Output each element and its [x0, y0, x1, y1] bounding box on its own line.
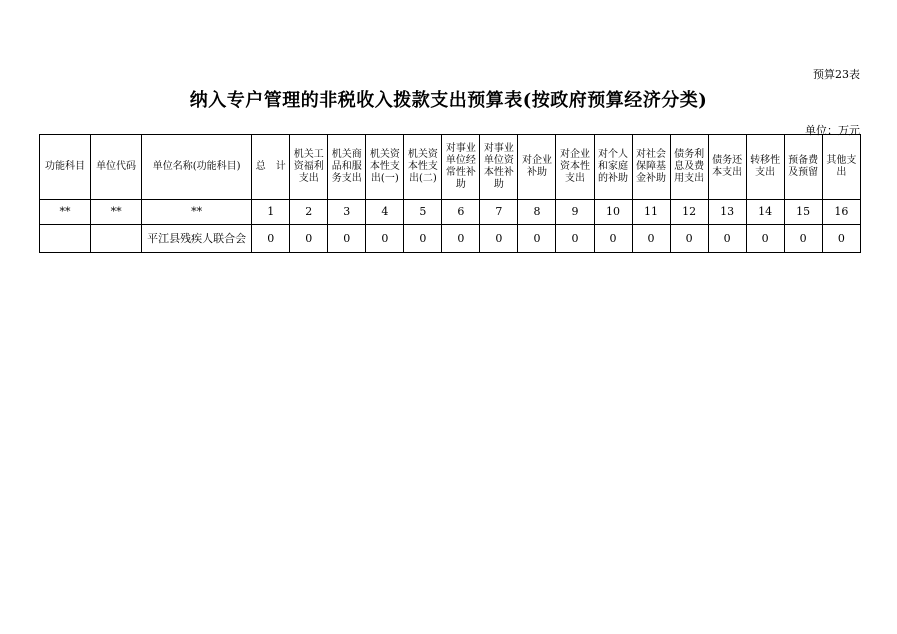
table-cell: 0 [480, 225, 518, 253]
table-cell [91, 225, 142, 253]
column-index-cell: 10 [594, 200, 632, 225]
table-cell: 0 [556, 225, 594, 253]
budget-table [39, 134, 861, 253]
table-cell: 0 [784, 225, 822, 253]
column-header: 转移性支出 [746, 135, 784, 200]
table-cell: 0 [822, 225, 860, 253]
column-header: 总 计 [252, 135, 290, 200]
column-header: 机关资本性支出(二) [404, 135, 442, 200]
column-header: 机关资本性支出(一) [366, 135, 404, 200]
column-index-cell: 7 [480, 200, 518, 225]
column-header: 对企业资本性支出 [556, 135, 594, 200]
table-cell: 0 [632, 225, 670, 253]
column-index-cell: 1 [252, 200, 290, 225]
column-index-cell: ** [142, 200, 252, 225]
column-header: 债务利息及费用支出 [670, 135, 708, 200]
column-index-cell: ** [40, 200, 91, 225]
table-cell [40, 225, 91, 253]
column-index-cell: 2 [290, 200, 328, 225]
column-index-cell: 9 [556, 200, 594, 225]
column-index-cell: 13 [708, 200, 746, 225]
column-index-row [40, 200, 861, 225]
table-cell: 0 [366, 225, 404, 253]
column-index-cell: 3 [328, 200, 366, 225]
column-index-cell: 12 [670, 200, 708, 225]
column-index-cell: 14 [746, 200, 784, 225]
unit-label: 单位：万元 [805, 124, 860, 137]
column-header: 单位名称(功能科目) [142, 135, 252, 200]
form-number: 预算23表 [813, 68, 860, 81]
column-index-cell: 16 [822, 200, 860, 225]
table-cell: 0 [328, 225, 366, 253]
column-index-cell: 8 [518, 200, 556, 225]
column-header: 单位代码 [91, 135, 142, 200]
column-index-cell: 6 [442, 200, 480, 225]
table-cell: 0 [290, 225, 328, 253]
table-cell: 0 [670, 225, 708, 253]
column-header: 功能科目 [40, 135, 91, 200]
column-header: 机关工资福利支出 [290, 135, 328, 200]
unit-name-cell: 平江县残疾人联合会 [142, 225, 252, 253]
table-cell: 0 [442, 225, 480, 253]
column-index-cell: 11 [632, 200, 670, 225]
column-header: 对个人和家庭的补助 [594, 135, 632, 200]
column-header: 对社会保障基金补助 [632, 135, 670, 200]
table-cell: 0 [252, 225, 290, 253]
column-index-cell: 5 [404, 200, 442, 225]
table-cell: 0 [746, 225, 784, 253]
column-header: 其他支出 [822, 135, 860, 200]
column-header: 对企业补助 [518, 135, 556, 200]
column-header: 预备费及预留 [784, 135, 822, 200]
table-cell: 0 [404, 225, 442, 253]
table-cell: 0 [594, 225, 632, 253]
table-header-row [40, 135, 861, 200]
column-index-cell: ** [91, 200, 142, 225]
column-index-cell: 4 [366, 200, 404, 225]
column-header: 对事业单位经常性补助 [442, 135, 480, 200]
page-title: 纳入专户管理的非税收入拨款支出预算表(按政府预算经济分类) [189, 90, 708, 111]
table-row [40, 225, 861, 253]
column-header: 债务还本支出 [708, 135, 746, 200]
table-cell: 0 [708, 225, 746, 253]
column-index-cell: 15 [784, 200, 822, 225]
table-cell: 0 [518, 225, 556, 253]
column-header: 机关商品和服务支出 [328, 135, 366, 200]
column-header: 对事业单位资本性补助 [480, 135, 518, 200]
